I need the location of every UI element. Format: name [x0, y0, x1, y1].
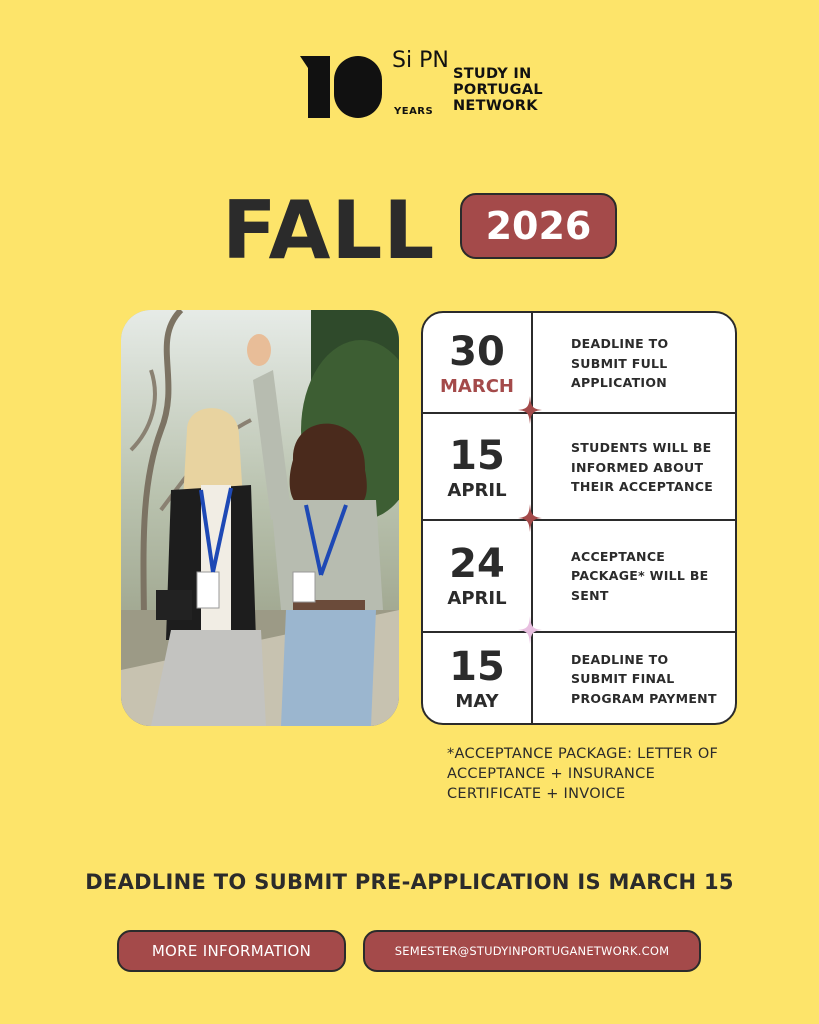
pre-application-deadline: DEADLINE TO SUBMIT PRE-APPLICATION IS MARCH 15: [85, 870, 734, 894]
sparkle-icon: [518, 616, 542, 644]
timeline-month: APRIL: [447, 479, 507, 501]
timeline-description: DEADLINE TO SUBMIT FULL APPLICATION: [571, 336, 669, 391]
timeline-month: MAY: [455, 691, 499, 712]
timeline-month: APRIL: [447, 588, 507, 609]
logo-ten-years-mark: [308, 56, 384, 118]
deadlines-timeline: [421, 311, 737, 725]
email-button[interactable]: SEMESTER@STUDYINPORTUGANETWORK.COM: [363, 930, 701, 972]
timeline-description: STUDENTS WILL BE INFORMED ABOUT THEIR ACCEPTANCE: [571, 440, 714, 495]
logo-name: [453, 66, 543, 114]
timeline-date: [423, 313, 533, 414]
timeline-row: [423, 521, 735, 631]
timeline-day: 24: [449, 541, 505, 587]
timeline-month: MARCH: [440, 375, 514, 397]
timeline-row: [423, 414, 735, 521]
acceptance-package-footnote: *ACCEPTANCE PACKAGE: LETTER OF ACCEPTANCE + INSURANCE CERTIFICATE + INVOICE: [447, 746, 719, 802]
logo-years: YEARS: [394, 106, 434, 117]
timeline-row: [423, 313, 735, 414]
students-photo: [121, 310, 399, 726]
sparkle-icon: [518, 504, 542, 532]
timeline-row: [423, 633, 735, 725]
timeline-date: [423, 414, 533, 521]
timeline-day: 30: [449, 328, 505, 375]
more-information-button[interactable]: MORE INFORMATION: [117, 930, 346, 972]
timeline-description: DEADLINE TO SUBMIT FINAL PROGRAM PAYMENT: [571, 651, 717, 706]
timeline-day: 15: [449, 432, 505, 479]
logo-monogram: Si PN: [392, 48, 449, 73]
logo-name-line: PORTUGAL: [453, 82, 543, 98]
timeline-date: [423, 633, 533, 725]
logo-name-line: STUDY IN: [453, 66, 532, 82]
year-badge: 2026: [460, 193, 617, 259]
photo-students-illustration: [121, 310, 399, 726]
logo: [308, 50, 568, 122]
timeline-description: ACCEPTANCE PACKAGE* WILL BE SENT: [571, 548, 709, 603]
timeline-date: [423, 521, 533, 631]
sparkle-icon: [518, 396, 542, 424]
timeline-day: 15: [449, 644, 505, 690]
logo-name-line: NETWORK: [453, 98, 538, 114]
season-title: FALL: [222, 184, 436, 277]
